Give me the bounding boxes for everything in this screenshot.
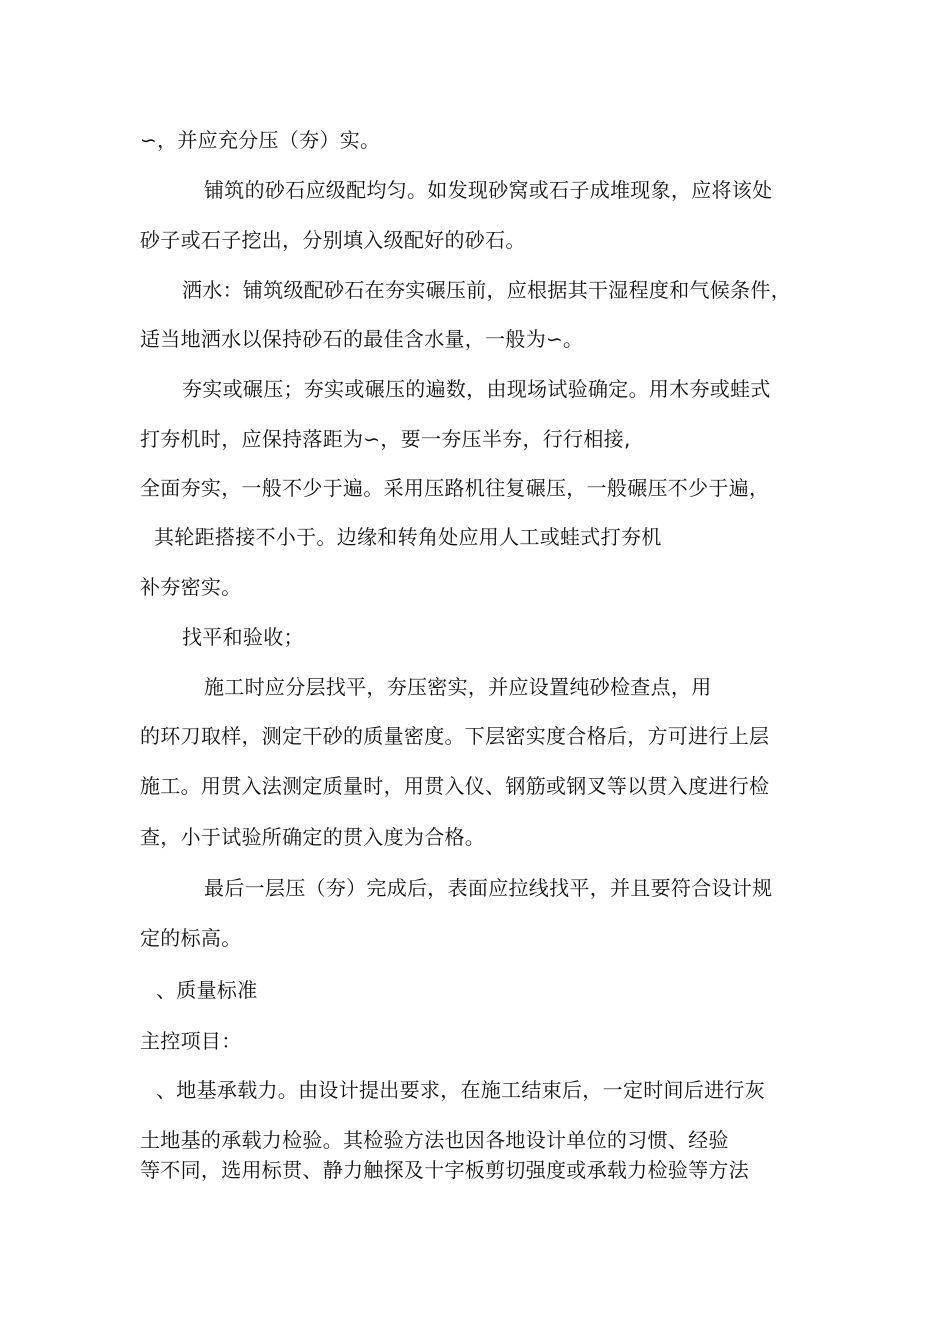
text-line: 适当地洒水以保持砂石的最佳含水量，一般为∽。 [140,327,584,351]
text-line: 夯实或碾压；夯实或碾压的遍数，由现场试验确定。用木夯或蛙式 [182,377,771,401]
section-heading: 主控项目： [140,1029,242,1053]
text-line: 其轮距搭接不小于。边缘和转角处应用人工或蛙式打夯机 [154,525,662,549]
text-line: 施工。用贯入法测定质量时，用贯入仪、钢筋或钢叉等以贯入度进行检 [140,774,770,798]
text-line: 等不同，选用标贯、静力触探及十字板剪切强度或承载力检验等方法 [140,1158,749,1182]
section-heading: 、质量标准 [156,978,258,1002]
text-line: 最后一层压（夯）完成后，表面应拉线找平，并且要符合设计规 [204,876,773,900]
text-line: 全面夯实，一般不少于遍。采用压路机往复碾压，一般碾压不少于遍， [140,476,770,500]
text-line: 铺筑的砂石应级配均匀。如发现砂窝或石子成堆现象，应将该处 [204,178,773,202]
text-line: 的环刀取样，测定干砂的质量密度。下层密实度合格后，方可进行上层 [140,724,770,748]
text-line: 补夯密实。 [140,575,242,599]
text-line: ∽，并应充分压（夯）实。 [140,128,381,152]
text-line: 查，小于试验所确定的贯入度为合格。 [140,825,486,849]
text-line: 洒水：铺筑级配砂石在夯实碾压前，应根据其干湿程度和气候条件， [182,278,791,302]
text-line: 施工时应分层找平，夯压密实，并应设置纯砂检查点，用 [204,675,712,699]
text-line: 定的标高。 [140,926,242,950]
text-line: 砂子或石子挖出，分别填入级配好的砂石。 [140,228,526,252]
section-heading: 找平和验收； [182,625,304,649]
text-line: 土地基的承载力检验。其检验方法也因各地设计单位的习惯、经验 [140,1128,729,1152]
text-line: 打夯机时，应保持落距为∽，要一夯压半夯，行行相接, [140,427,631,451]
text-line: 、地基承载力。由设计提出要求，在施工结束后，一定时间后进行灰 [156,1078,765,1102]
